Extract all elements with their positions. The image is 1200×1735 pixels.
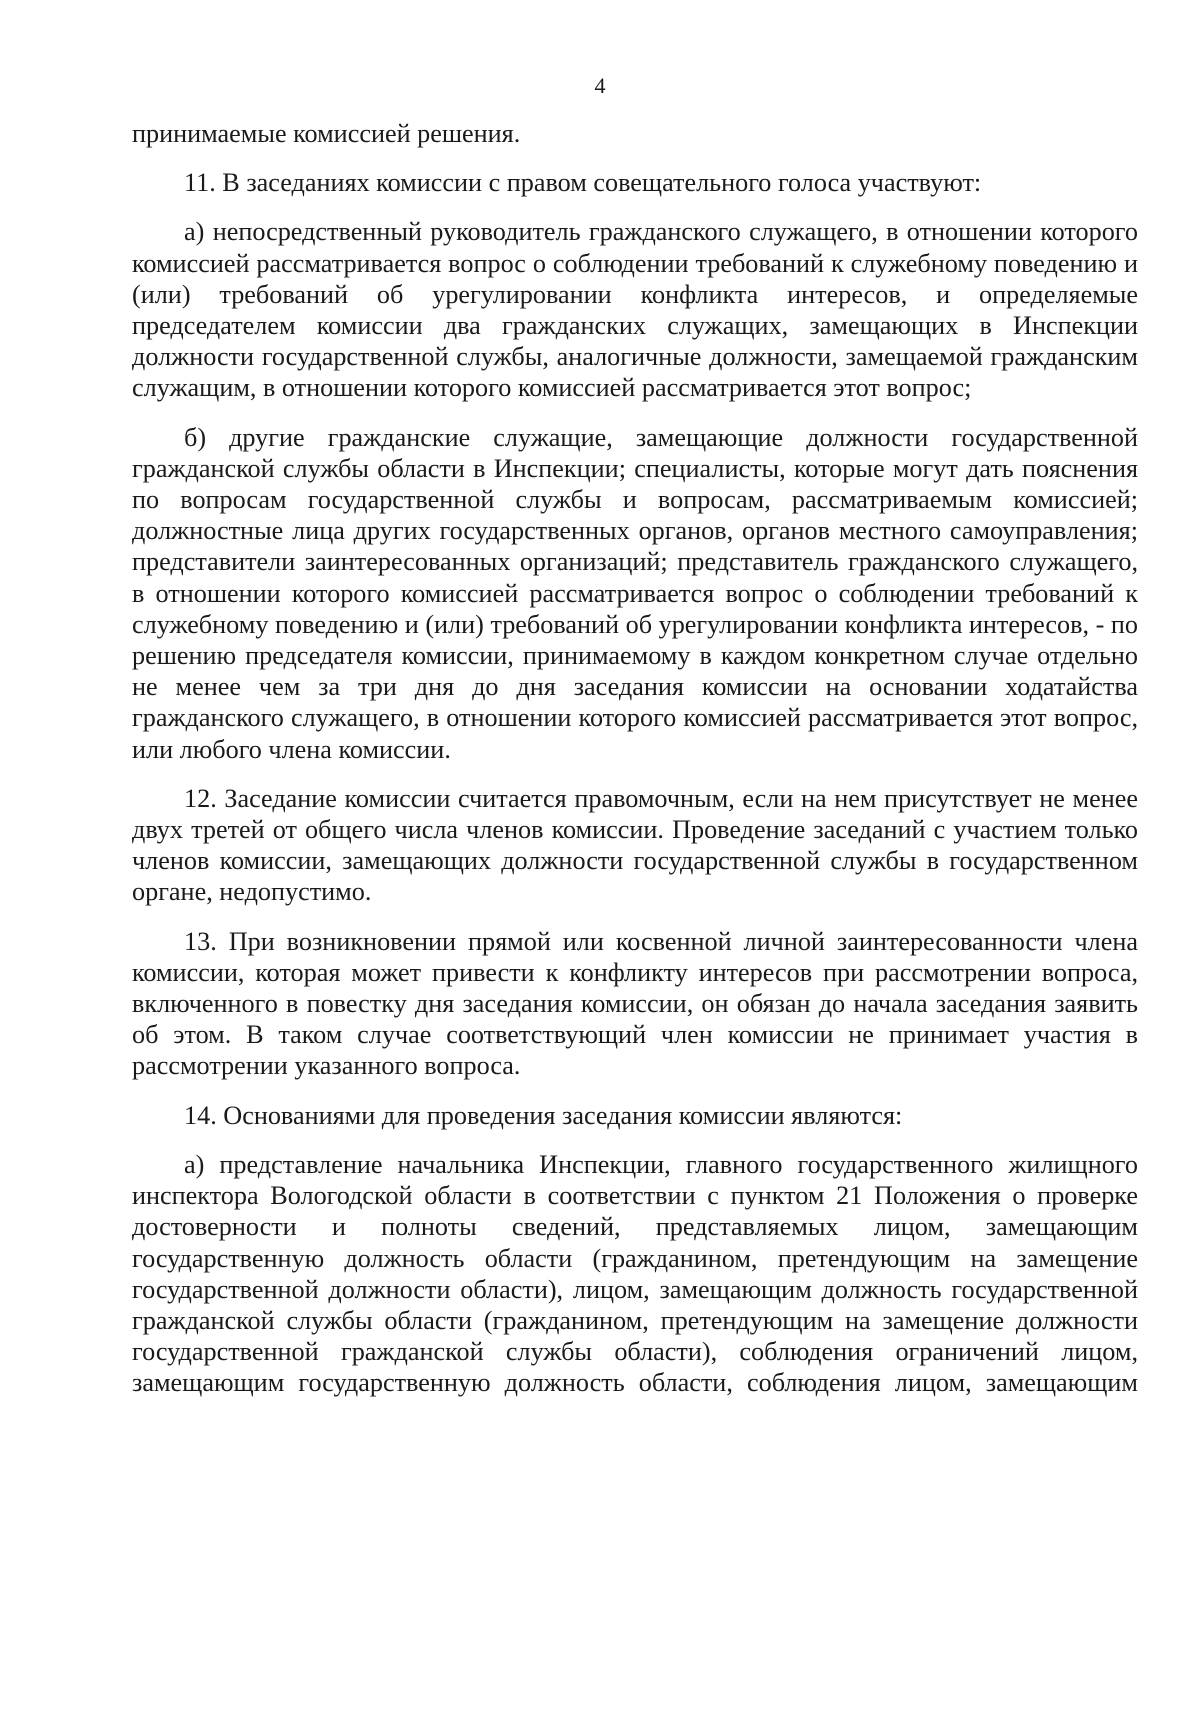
paragraph-13: 13. При возникновении прямой или косвенной личной заинтересованности члена комиссии, которая может привести к конфликту интересов при рассмотрении вопроса, включенного в повестку дня заседания комиссии, он обязан до начала заседания заявить об этом. В таком случае соответствующий член комиссии не принимает участия в рассмотрении указанного вопроса. xyxy=(132,926,1138,1081)
paragraph-11-b: б) другие гражданские служащие, замещающие должности государственной гражданской службы области в Инспекции; специалисты, которые могут дать пояснения по вопросам государственной службы и вопросам, рассматриваемым комиссией; должностные лица других государственных органов, органов местного самоуправления; представители заинтересованных организаций; представитель гражданского служащего, в отношении которого комиссией рассматривается вопрос о соблюдении требований к служебному поведению и (или) требований об урегулировании конфликта интересов, - по решению председателя комиссии, принимаемому в каждом конкретном случае отдельно не менее чем за три дня до дня заседания комиссии на основании ходатайства гражданского служащего, в отношении которого комиссией рассматривается этот вопрос, или любого члена комиссии. xyxy=(132,422,1138,764)
paragraph-14-a: а) представление начальника Инспекции, главного государственного жилищного инспектора Вологодской области в соответствии с пунктом 21 Положения о проверке достоверности и полноты сведений, представляемых лицом, замещающим государственную должность области (гражданином, претендующим на замещение государственной должности области), лицом, замещающим должность государственной гражданской службы области (гражданином, претендующим на замещение должности государственной гражданской службы области), соблюдения ограничений лицом, замещающим государственную должность области, соблюдения лицом, замещающим xyxy=(132,1149,1138,1398)
paragraph-14: 14. Основаниями для проведения заседания комиссии являются: xyxy=(184,1100,903,1130)
paragraph-continuation: принимаемые комиссией решения. xyxy=(132,119,521,148)
document-body xyxy=(132,118,1138,1399)
page-number: 4 xyxy=(594,73,606,98)
paragraph-11-a: а) непосредственный руководитель гражданского служащего, в отношении которого комиссией рассматривается вопрос о соблюдении требований к служебному поведению и (или) требований об урегулировании конфликта интересов, и определяемые председателем комиссии два гражданских служащих, замещающих в Инспекции должности государственной службы, аналогичные должности, замещаемой гражданским служащим, в отношении которого комиссией рассматривается этот вопрос; xyxy=(132,217,1138,403)
paragraph-11: 11. В заседаниях комиссии с правом совещательного голоса участвуют: xyxy=(184,168,982,198)
paragraph-12: 12. Заседание комиссии считается правомочным, если на нем присутствует не менее двух третей от общего числа членов комиссии. Проведение заседаний с участием только членов комиссии, замещающих должности государственной службы в государственном органе, недопустимо. xyxy=(132,783,1138,907)
